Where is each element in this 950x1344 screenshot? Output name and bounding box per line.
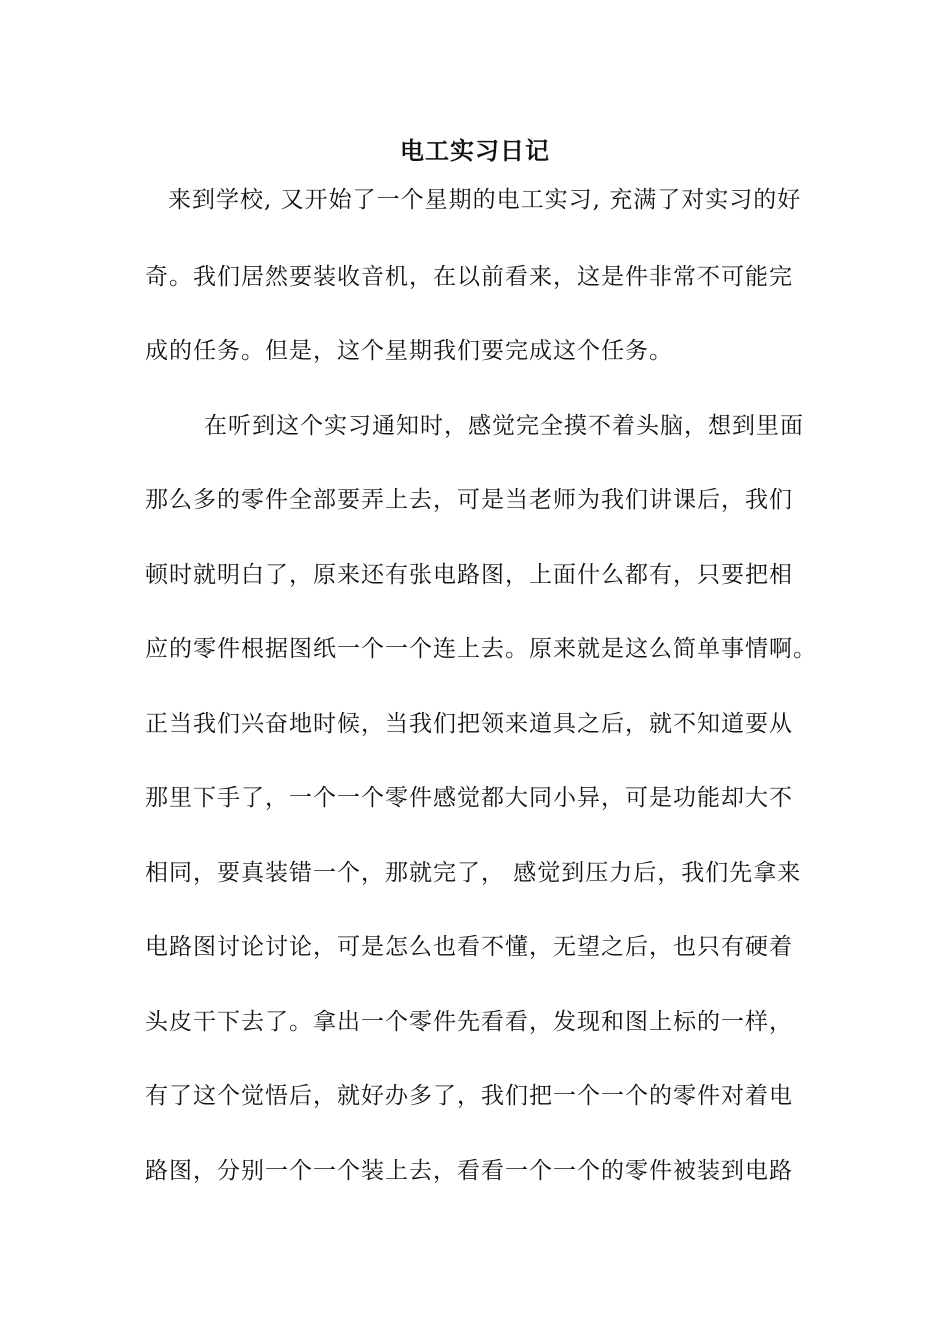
paragraph-line: 电路图讨论讨论，可是怎么也看不懂，无望之后，也只有硬着 <box>145 934 793 960</box>
paragraph-line: 有了这个觉悟后，就好办多了，我们把一个一个的零件对着电 <box>145 1083 793 1109</box>
paragraph-line: 来到学校, 又开始了一个星期的电工实习, 充满了对实习的好 <box>168 187 802 213</box>
paragraph-line: 顿时就明白了，原来还有张电路图，上面什么都有，只要把相 <box>145 562 793 588</box>
paragraph-line: 相同，要真装错一个，那就完了， 感觉到压力后，我们先拿来 <box>145 860 802 886</box>
paragraph-line: 应的零件根据图纸一个一个连上去。原来就是这么简单事情啊。 <box>145 636 817 662</box>
paragraph-line: 路图，分别一个一个装上去，看看一个一个的零件被装到电路 <box>145 1158 793 1184</box>
paragraph-line: 那么多的零件全部要弄上去，可是当老师为我们讲课后，我们 <box>145 487 793 513</box>
paragraph-line: 那里下手了，一个一个零件感觉都大同小异，可是功能却大不 <box>145 785 793 811</box>
paragraph-line: 在听到这个实习通知时，感觉完全摸不着头脑，想到里面 <box>204 413 804 439</box>
paragraph-line: 头皮干下去了。拿出一个零件先看看，发现和图上标的一样， <box>145 1009 793 1035</box>
document-title: 电工实习日记 <box>400 136 550 165</box>
paragraph-line: 奇。我们居然要装收音机，在以前看来，这是件非常不可能完 <box>145 264 793 290</box>
paragraph-line: 成的任务。但是，这个星期我们要完成这个任务。 <box>145 338 673 364</box>
paragraph-line: 正当我们兴奋地时候，当我们把领来道具之后，就不知道要从 <box>145 711 793 737</box>
